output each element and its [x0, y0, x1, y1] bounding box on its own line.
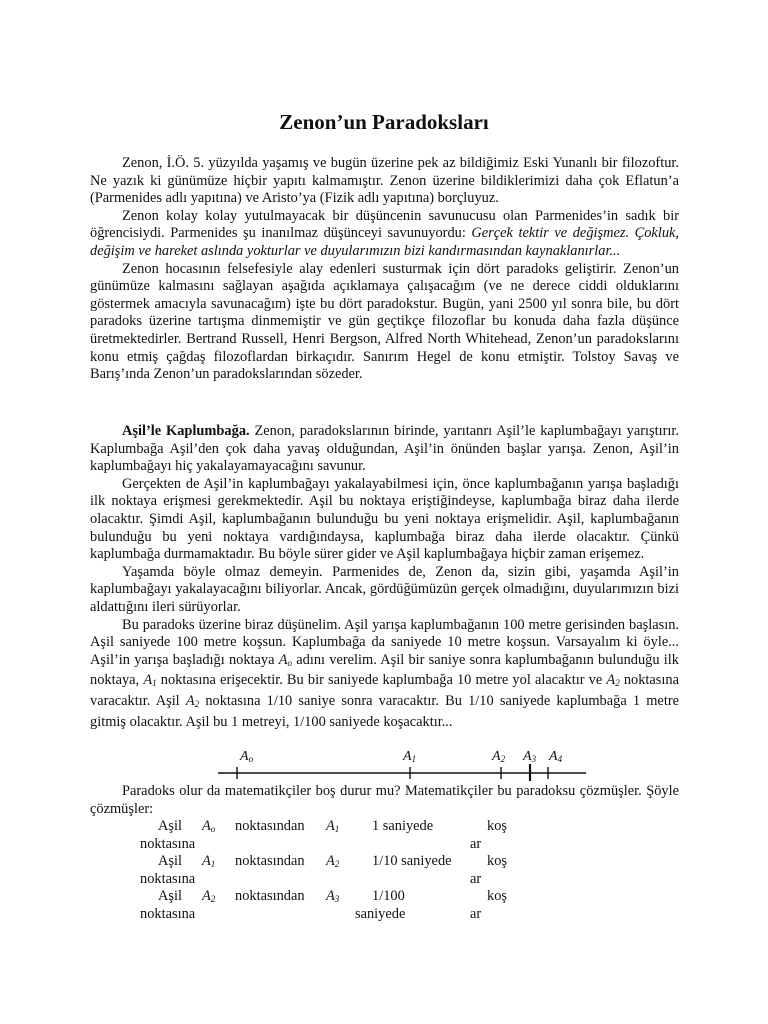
row-verb-end: ar [470, 835, 482, 852]
p4-text-c: noktasına erişecektir. Bu bir saniyede kaplumbağa 10 metre yol alacaktır ve [156, 672, 607, 689]
achilles-section [90, 423, 679, 731]
label-a0: Ao [240, 749, 254, 764]
row-from-symbol: $A_1$ [202, 853, 216, 869]
row-verb-end: ar [470, 905, 482, 922]
intro-section [90, 155, 679, 384]
intro-paragraph-1: Zenon, İ.Ö. 5. yüzyılda yaşamış ve bugün üzerine pek az bildiğimiz Eski Yunanlı bir filozoftur. Ne yazık ki günümüze hiçbir yapıtı kalmamıştır. Zenon üzerine bildiklerimizi daha çok Eflatun’a (Parmenides adlı yapıtına) ve Aristo’ya (Fizik adlı yapıtına) borçluyuz. [90, 155, 679, 207]
row-time: 1 saniyede [372, 818, 434, 834]
p4-text-e: noktasına 1/10 saniye sonra varacaktır. Bu 1/10 saniyede kaplumbağa 1 metre gitmiş olacaktır. Aşil bu 1 metreyi, 1/100 saniyede koşacaktır... [90, 692, 679, 730]
achilles-paragraph-4 [90, 617, 679, 732]
row-from-symbol: $A_o$ [202, 818, 216, 834]
row-target: noktasına [140, 835, 196, 852]
solution-row [90, 888, 679, 923]
row-time: 1/100 [372, 888, 405, 904]
symbol-a1: $A_1$ [143, 672, 157, 689]
p4-text-d: noktasına varacaktır. Aşil [90, 672, 679, 709]
row-time: 1/10 saniyede [372, 853, 452, 869]
p4-text-b: adını verelim. Aşil bir saniye sonra kaplumbağanın bulunduğu ilk noktaya, [90, 651, 679, 689]
p4-text-a: Bu paradoks üzerine biraz düşünelim. Aşil yarışa kaplumbağanın 100 metre gerisinden başlasın. Aşil saniyede 100 metre koşsun. Kaplumbağa da saniyede 10 metre koşsun. Varsayalım ki öyle... Aşil’in yarışa başladığı noktaya [90, 616, 679, 668]
row-subject: Aşil [158, 818, 182, 834]
symbol-a2-second: $A_2$ [185, 692, 200, 709]
achilles-p1-text: Zenon, paradokslarının birinde, yarıtanrı Aşil’le kaplumbağayı yarıştırır. Kaplumbağa Aşil’den çok daha yavaş olduğundan, Aşil’in önünden başlar yarışa. Zenon, Aşil’in kaplumbağayı hiç yakalayamayacağını savunur. [90, 423, 679, 475]
page-title: Zenon’un Paradoksları [279, 110, 489, 134]
symbol-a0: $A_o$ [278, 651, 293, 668]
label-a2: A2 [492, 749, 506, 764]
row-to-symbol: $A_3$ [326, 888, 340, 904]
row-to-symbol: $A_1$ [326, 818, 340, 834]
label-a1: A1 [403, 749, 417, 764]
label-a4: A4 [549, 749, 563, 764]
achilles-paragraph-3: Yaşamda böyle olmaz demeyin. Parmenides de, Zenon da, sizin gibi, yaşamda Aşil’in kaplumbağayı yakalayacağını biliyorlar. Ancak, gördüğümüzün gerçek olmadığını, duyularımızın bizi aldattığını ileri sürüyorlar. [90, 563, 679, 615]
intro-paragraph-3: Zenon hocasının felsefesiyle alay edenleri susturmak için dört paradoks geliştirir. Zenon’un günümüze kalmasını sağlayan aşağıda açıklamaya çalışacağım (ve ne derece ciddi olduklarını göstermek amacıyla savunacağım) işte bu dört paradokstur. Bugün, yani 2500 yıl sonra bile, bu dört paradoks üzerine tartışma dinmemiştir ve gün geçtikçe filozoflar bu konuda daha fazla düşünce üretmektedirler. Bertrand Russell, Henri Bergson, Alfred North Whitehead, Zenon’un paradokslarını konu etmiş çağdaş filozoflardan birkaçıdır. Sanırım Hegel de konu etmiştir. Tolstoy Savaş ve Barış’ında Zenon’un paradokslarından sözeder. [90, 260, 679, 383]
symbol-a2: $A_2$ [606, 672, 620, 689]
row-to-symbol: $A_2$ [326, 853, 340, 869]
row-verb-end: ar [470, 870, 482, 887]
intro-p2-text: Zenon kolay kolay yutulmayacak bir düşüncenin savunucusu olan Parmenides’in sadık bir öğrencisiydi. Parmenides şu inanılmaz düşünceyi savunuyordu: [90, 207, 679, 242]
parmenides-quote: Gerçek tektir ve değişmez. Çokluk, değişim ve hareket aslında yokturlar ve duyularımızın bizi kandırmasından kaynaklanırlar... [90, 225, 680, 259]
achilles-paragraph-1 [90, 423, 679, 476]
solution-section [90, 783, 679, 818]
achilles-paragraph-2: Gerçekten de Aşil’in kaplumbağayı yakalayabilmesi için, önce kaplumbağanın yarışa başladığı ilk noktaya erişmesi gerekmektedir. Aşil bu noktaya eriştiğindeyse, kaplumbağa biraz daha ilerde olacaktır. Şimdi Aşil, kaplumbağanın bulunduğu bu yeni noktaya erişmelidir. Aşil, kaplumbağanın bulunduğu bu yeni noktaya vardığındaysa, kaplumbağa biraz daha ilerde olacaktır. Çünkü kaplumbağa durmamaktadır. Bu böyle sürer gider ve Aşil kaplumbağaya hiçbir zaman erişemez. [90, 475, 679, 563]
row-subject: Aşil [158, 888, 182, 904]
achilles-heading: Aşil’le Kaplumbağa. [122, 423, 250, 439]
row-verb: koş [487, 818, 507, 834]
row-mid: noktasından [235, 818, 305, 834]
number-line-diagram [218, 746, 588, 784]
row-target: noktasına [140, 870, 196, 887]
row-verb: koş [487, 853, 507, 869]
row-mid: noktasından [235, 853, 305, 869]
solution-row [90, 818, 679, 853]
solution-row [90, 853, 679, 888]
row-mid: noktasından [235, 888, 305, 904]
row-subject: Aşil [158, 853, 182, 869]
solution-intro: Paradoks olur da matematikçiler boş durur mu? Matematikçiler bu paradoksu çözmüşler. Şöyle çözmüşler: [90, 783, 679, 817]
row-verb: koş [487, 888, 507, 904]
row-from-symbol: $A_2$ [202, 888, 216, 904]
label-a3: A3 [523, 749, 537, 764]
intro-paragraph-2 [90, 208, 679, 261]
solution-table [90, 818, 679, 923]
row-time-cont: saniyede [355, 905, 406, 922]
row-target: noktasına [140, 905, 196, 922]
